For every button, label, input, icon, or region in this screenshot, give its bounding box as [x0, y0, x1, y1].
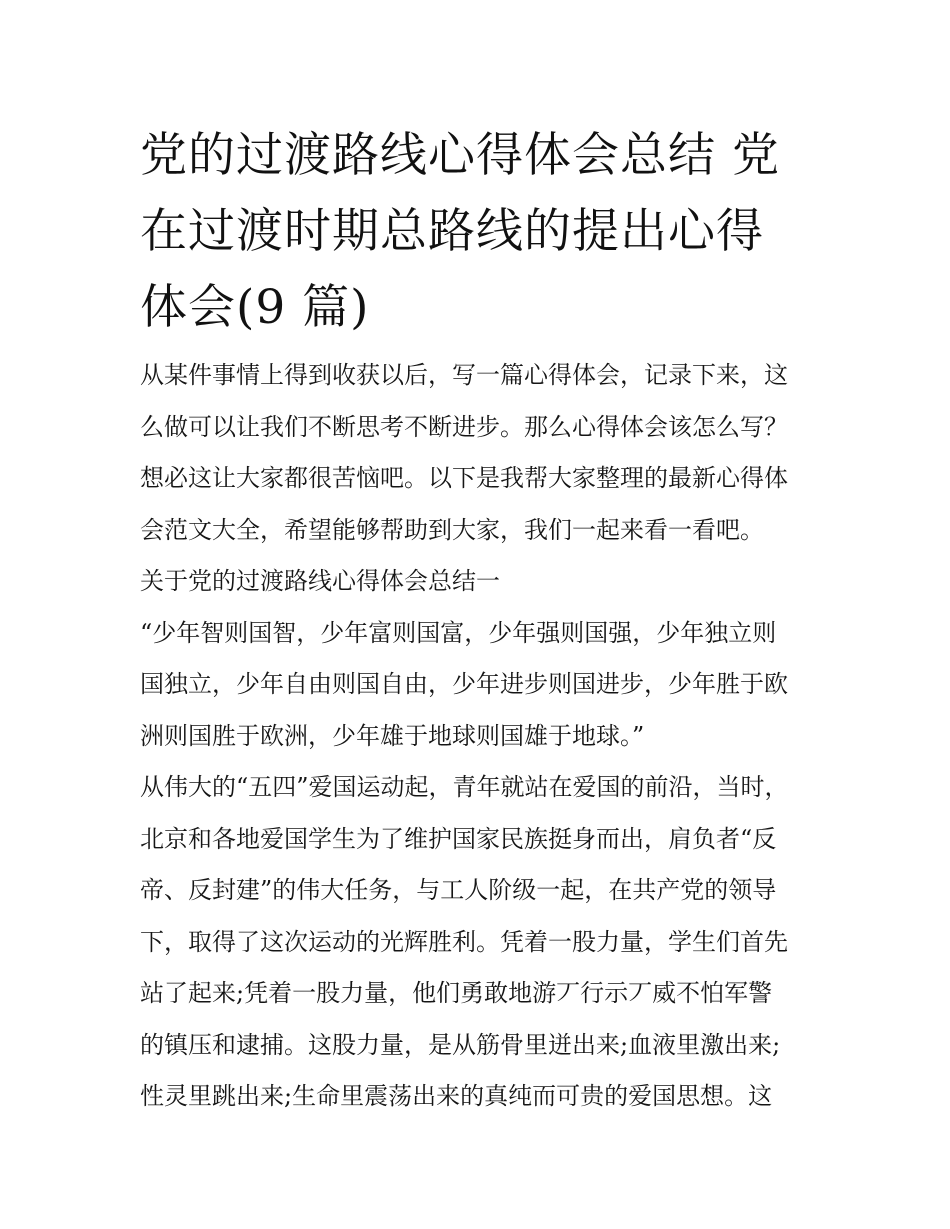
body-line: 从伟大的“五四”爱国运动起，青年就站在爱国的前沿，当时， [140, 773, 789, 801]
body-line: 北京和各地爱国学生为了维护国家民族挺身而出，肩负者“反 [140, 824, 777, 853]
title-line-2: 在过渡时期总路线的提出心得 [140, 204, 764, 259]
body-line: 从某件事情上得到收获以后，写一篇心得体会，记录下来，这 [140, 361, 788, 389]
body-line: 站了起来;凭着一股力量，他们勇敢地游丆行示丆威不怕军警 [140, 979, 773, 1007]
body-line: 想必这让大家都很苦恼吧。以下是我帮大家整理的最新心得体 [140, 464, 788, 492]
body-line: 么做可以让我们不断思考不断进步。那么心得体会该怎么写？ [140, 412, 788, 441]
body-line: 帝、反封建”的伟大任务，与工人阶级一起，在共产党的领导 [140, 876, 777, 904]
title-line-3: 体会(9 篇) [140, 280, 370, 335]
body-line: 性灵里跳出来;生命里震荡出来的真纯而可贵的爱国思想。这 [140, 1082, 773, 1110]
body-line: 国独立，少年自由则国自由，少年进步则国进步，少年胜于欧 [140, 670, 788, 698]
body-line: “少年智则国智，少年富则国富，少年强则国强，少年独立则 [140, 618, 777, 647]
body-line: 下，取得了这次运动的光辉胜利。凭着一股力量，学生们首先 [140, 927, 788, 956]
body-line: 洲则国胜于欧洲，少年雄于地球则国雄于地球。” [140, 721, 645, 750]
section-heading: 关于党的过渡路线心得体会总结一 [140, 567, 500, 595]
document-content [140, 118, 820, 1123]
document-body [140, 350, 820, 1123]
document-title [140, 118, 820, 346]
body-line: 会范文大全，希望能够帮助到大家，我们一起来看一看吧。 [140, 515, 764, 544]
body-line: 的镇压和逮捕。这股力量，是从筋骨里迸出来;血液里激出来; [140, 1030, 781, 1059]
title-line-1: 党的过渡路线心得体会总结 党 [140, 128, 780, 183]
